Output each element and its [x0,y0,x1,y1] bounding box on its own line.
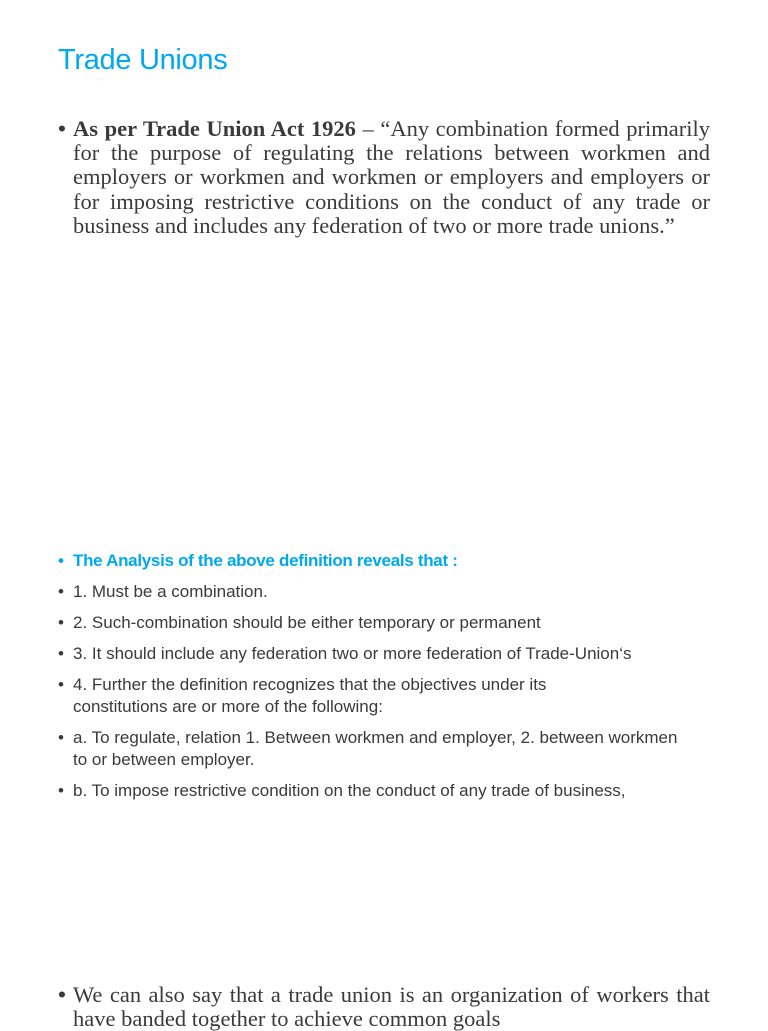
definition-paragraph [58,117,710,238]
list-item: • 2. Such-combination should be either temporary or permanent [58,613,541,632]
definition-text: – “Any combination formed primarily for the purpose of regulating the relations between workmen and employers or workmen and workmen or employers and employers or for imposing restrictive conditions on the conduct of any trade or business and includes any federation of two or more trade unions.” [73,116,710,238]
analysis-heading: • The Analysis of the above definition reveals that : [58,551,458,570]
list-item: • 4. Further the definition recognizes that the objectives under its constitutions are or more of the following: [58,675,547,716]
list-item: • a. To regulate, relation 1. Between workmen and employer, 2. between workmen to or between employer. [58,728,678,769]
list-item: • b. To impose restrictive condition on the conduct of any trade of business, [58,781,626,800]
closing-text: We can also say that a trade union is an organization of workers that have banded together to achieve common goals [73,982,710,1031]
list-item: • 1. Must be a combination. [58,582,268,601]
list-item: • 3. It should include any federation two or more federation of Trade-Union‘s [58,644,632,663]
bullet: • [58,982,66,1007]
page-title: Trade Unions [58,44,228,76]
analysis-list [58,550,718,811]
bullet: • [58,116,66,141]
act-reference: As per Trade Union Act 1926 [73,116,356,141]
